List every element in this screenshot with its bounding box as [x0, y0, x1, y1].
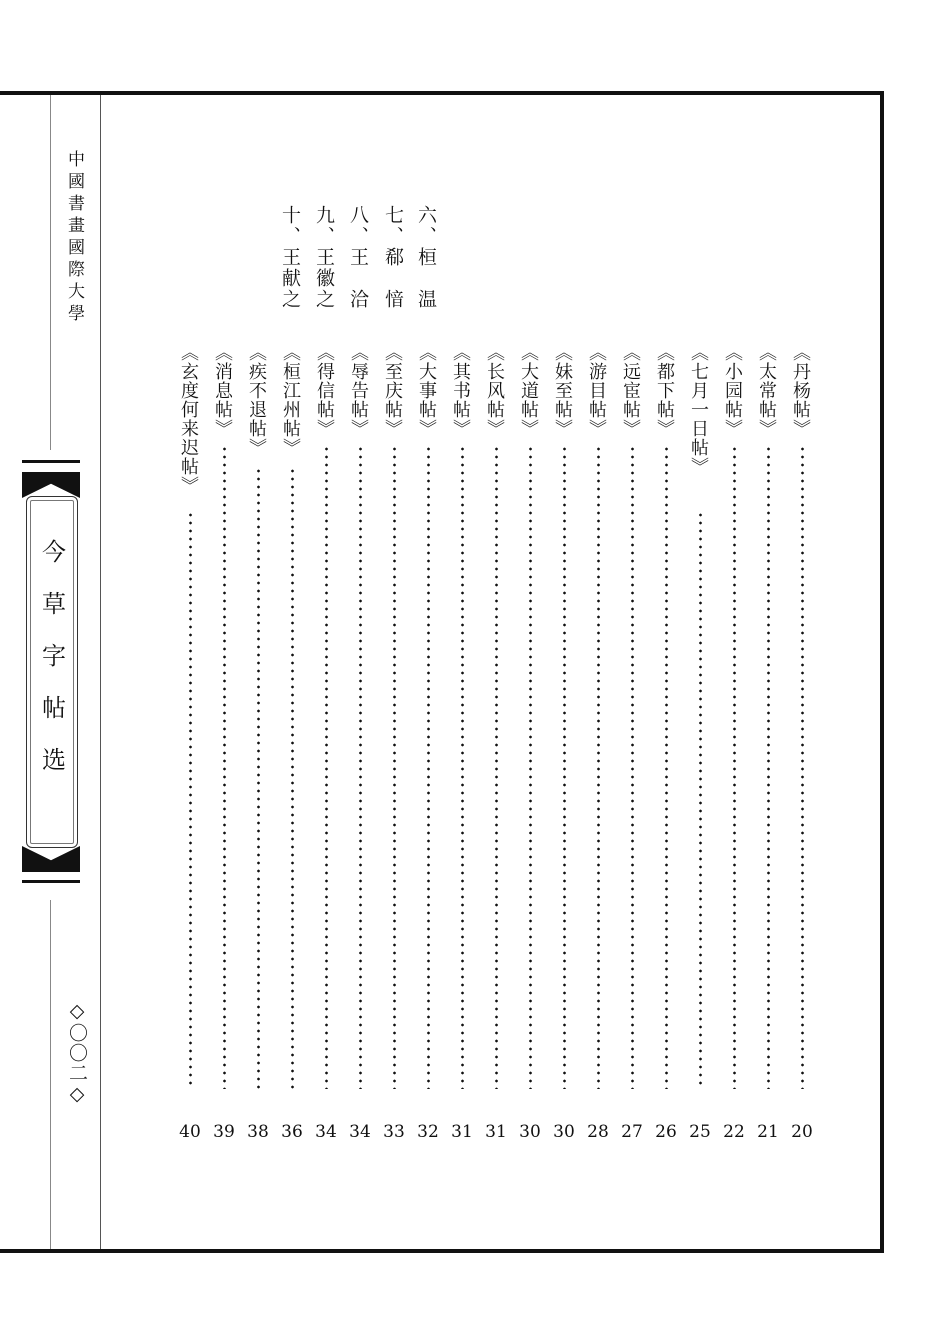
- spine-rule-upper: [50, 95, 51, 450]
- entry-title: 《太常帖》: [756, 343, 777, 438]
- leader-dots: [427, 445, 430, 1089]
- leader-dots: [257, 467, 260, 1089]
- banner-bottom-cap: [22, 846, 80, 872]
- entry-title: 《妹至帖》: [552, 343, 573, 438]
- entry-title: 《得信帖》: [314, 343, 335, 438]
- entry-page-number: 39: [213, 1122, 235, 1142]
- toc-entry[interactable]: [279, 343, 305, 1089]
- entry-title: 《大道帖》: [518, 343, 539, 438]
- leader-dots: [733, 445, 736, 1089]
- entry-title: 《游目帖》: [586, 343, 607, 438]
- toc-entry[interactable]: [551, 343, 577, 1089]
- entry-page-number: 25: [689, 1122, 711, 1142]
- leader-dots: [597, 445, 600, 1089]
- leader-dots: [631, 445, 634, 1089]
- banner-top-cap: [22, 472, 80, 498]
- entry-page-number: 22: [723, 1122, 745, 1142]
- banner-bottom-bar: [22, 880, 80, 883]
- entry-title: 《丹杨帖》: [790, 343, 811, 438]
- section-heading: 十、王献之: [279, 205, 301, 310]
- toc-entry[interactable]: [483, 343, 509, 1089]
- leader-dots: [461, 445, 464, 1089]
- entry-title: 《玄度何来迟帖》: [178, 343, 199, 495]
- entry-title: 《疾不退帖》: [246, 343, 267, 457]
- entry-title: 《辱告帖》: [348, 343, 369, 438]
- entry-title: 《至庆帖》: [382, 343, 403, 438]
- toc-entry[interactable]: [177, 343, 203, 1089]
- entry-title: 《远宦帖》: [620, 343, 641, 438]
- spine-rule-lower: [50, 900, 51, 1249]
- entry-page-number: 34: [315, 1122, 337, 1142]
- section-heading: 九、王徽之: [313, 205, 335, 310]
- toc-entry[interactable]: [449, 343, 475, 1089]
- toc-entry[interactable]: [721, 343, 747, 1089]
- entry-page-number: 28: [587, 1122, 609, 1142]
- toc-entry[interactable]: [347, 343, 373, 1089]
- toc-entry[interactable]: [653, 343, 679, 1089]
- toc-entry[interactable]: [211, 343, 237, 1089]
- entry-page-number: 36: [281, 1122, 303, 1142]
- entry-page-number: 27: [621, 1122, 643, 1142]
- entry-title: 《大事帖》: [416, 343, 437, 438]
- book-title-box: [26, 496, 78, 848]
- entry-page-number: 32: [417, 1122, 439, 1142]
- frame-bottom-rule: [0, 1249, 884, 1253]
- leader-dots: [223, 445, 226, 1089]
- entry-title: 《小园帖》: [722, 343, 743, 438]
- leader-dots: [665, 445, 668, 1089]
- toc-entry[interactable]: [381, 343, 407, 1089]
- leader-dots: [189, 511, 192, 1089]
- entry-title: 《长风帖》: [484, 343, 505, 438]
- entry-page-number: 30: [553, 1122, 575, 1142]
- leader-dots: [529, 445, 532, 1089]
- entry-page-number: 30: [519, 1122, 541, 1142]
- series-title: 中國書畫國際大學: [64, 150, 84, 326]
- entry-title: 《其书帖》: [450, 343, 471, 438]
- leader-dots: [801, 445, 804, 1089]
- entry-page-number: 21: [757, 1122, 779, 1142]
- entry-page-number: 38: [247, 1122, 269, 1142]
- frame-top-rule: [0, 91, 884, 95]
- toc-entry[interactable]: [789, 343, 815, 1089]
- entry-title: 《七月一日帖》: [688, 343, 709, 476]
- toc-entry[interactable]: [619, 343, 645, 1089]
- entry-title: 《消息帖》: [212, 343, 233, 438]
- toc-entry[interactable]: [415, 343, 441, 1089]
- toc-entry[interactable]: [687, 343, 713, 1089]
- entry-page-number: 40: [179, 1122, 201, 1142]
- entry-page-number: 33: [383, 1122, 405, 1142]
- entry-page-number: 20: [791, 1122, 813, 1142]
- inner-frame-rule: [100, 95, 101, 1249]
- leader-dots: [495, 445, 498, 1089]
- toc-entry[interactable]: [245, 343, 271, 1089]
- entry-page-number: 31: [485, 1122, 507, 1142]
- entry-page-number: 31: [451, 1122, 473, 1142]
- entry-title: 《桓江州帖》: [280, 343, 301, 457]
- leader-dots: [393, 445, 396, 1089]
- leader-dots: [563, 445, 566, 1089]
- toc-entry[interactable]: [313, 343, 339, 1089]
- leader-dots: [325, 445, 328, 1089]
- section-heading: 七、郗 愔: [382, 205, 404, 310]
- entry-page-number: 34: [349, 1122, 371, 1142]
- book-title-banner: [18, 456, 84, 888]
- section-heading: 六、桓 温: [415, 205, 437, 310]
- entry-page-number: 26: [655, 1122, 677, 1142]
- banner-top-bar: [22, 460, 80, 463]
- leader-dots: [699, 511, 702, 1089]
- leader-dots: [767, 445, 770, 1089]
- entry-title: 《都下帖》: [654, 343, 675, 438]
- frame-right-rule: [880, 91, 884, 1253]
- toc-entry[interactable]: [755, 343, 781, 1089]
- page-number: ◇〇〇二◇: [66, 1000, 88, 1106]
- book-title: 今草字帖选: [37, 539, 66, 799]
- toc-entry[interactable]: [517, 343, 543, 1089]
- leader-dots: [291, 467, 294, 1089]
- section-heading: 八、王 洽: [347, 205, 369, 310]
- toc-entry[interactable]: [585, 343, 611, 1089]
- leader-dots: [359, 445, 362, 1089]
